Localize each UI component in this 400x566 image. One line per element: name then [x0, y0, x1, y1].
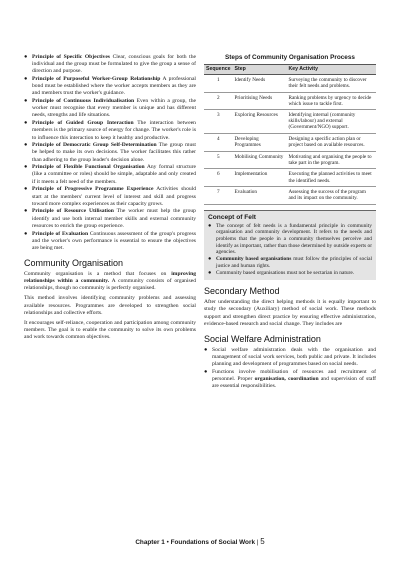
column-header: Step	[233, 65, 287, 75]
bullet-icon: ●	[24, 98, 28, 105]
table-cell: Mobilising Community	[233, 151, 287, 169]
community-paragraph-1	[24, 271, 196, 292]
principle-term: Principle of Continuous Individualisation	[32, 98, 135, 105]
principle-term: Principle of Progressive Programme Experience	[32, 186, 154, 193]
bullet-icon: ●	[24, 76, 28, 83]
list-item	[204, 369, 376, 390]
table-cell: Surveying the community to discover their felt needs and problems.	[287, 74, 376, 92]
table-cell: Executing the planned activities to meet the identified needs.	[287, 169, 376, 187]
community-organisation-heading: Community Organisation	[24, 257, 124, 268]
bullet-icon: ●	[24, 230, 28, 237]
social-welfare-administration-heading: Social Welfare Administration	[204, 333, 321, 344]
list-item	[24, 54, 196, 75]
list-item	[208, 223, 372, 256]
page-footer	[0, 537, 400, 546]
table-header-row	[204, 65, 376, 75]
footer-title: Foundations of Social Work	[170, 539, 255, 546]
bullet-icon: ●	[24, 208, 28, 215]
page-number: 5	[260, 537, 265, 546]
principle-text: Any formal structure (like a committee or roles) should be simple, adaptable and only created if it meets a felt need of the members.	[32, 164, 197, 185]
table-cell: Exploring Resources	[233, 110, 287, 134]
swa-list	[204, 347, 376, 391]
table-cell: Prioritising Needs	[233, 92, 287, 110]
principle-term: Principle of Purposeful Worker-Group Relationship	[32, 76, 161, 83]
table-title: Steps of Community Organisation Process	[225, 54, 355, 61]
table-row	[204, 134, 376, 152]
principle-term: Principle of Democratic Group Self-Determination	[32, 142, 157, 149]
right-column	[204, 54, 376, 391]
bullet-icon: ●	[208, 222, 212, 229]
column-header: Sequence	[206, 66, 231, 73]
felt-list	[208, 223, 372, 277]
footer-separator: •	[166, 539, 169, 546]
left-column	[24, 54, 196, 344]
concept-of-felt-box	[204, 210, 376, 281]
table-cell: Assessing the success of the program and its impact on the community.	[287, 187, 376, 205]
swa-text: and supervision of staff are essential responsibilities.	[212, 376, 376, 390]
bullet-icon: ●	[204, 346, 208, 353]
principle-term: Principle of Guided Group Interaction	[32, 120, 134, 127]
principle-text: A professional bond must be established where the worker accepts members as they are and members trust the worker's guidance.	[32, 76, 196, 97]
principle-text: Continuous assessment of the group's progress and the worker's own performance is essential to ensure the objectives are being met.	[32, 230, 196, 251]
bullet-icon: ●	[24, 142, 28, 149]
table-row	[204, 74, 376, 92]
community-paragraph-2: This method involves identifying community problems and assessing available resources. Programmes are developed to strengthen social relationships and collective efforts.	[24, 295, 196, 316]
bullet-icon: ●	[24, 120, 28, 127]
bold-text-run: improving relationships within a community.	[24, 270, 196, 285]
principles-list	[24, 54, 196, 252]
list-item	[24, 164, 196, 185]
table-cell: Evaluation	[233, 187, 287, 205]
bullet-icon: ●	[204, 369, 208, 375]
felt-term: Community based organisations	[216, 256, 292, 263]
principle-term: Principle of Specific Objectives	[32, 54, 110, 60]
table-cell: Motivating and organising the people to take part in the program.	[287, 151, 376, 169]
table-row	[204, 169, 376, 187]
list-item	[204, 347, 376, 368]
bullet-icon: ●	[24, 186, 28, 193]
table-row	[204, 187, 376, 205]
table-cell: 7	[204, 187, 233, 205]
list-item	[24, 208, 196, 229]
column-header: Key Activity	[287, 65, 376, 75]
felt-text: The concept of felt needs is a fundamental principle in community organisation and community development. It refers to the needs and problems that the people in a community themselves perceive and identify as important, rather than those determined by outside experts or agencies.	[216, 222, 372, 256]
text-run: A community consists of organised relationships, though no community is perfectly organised.	[24, 278, 196, 292]
swa-text: Social welfare administration deals with the organisation and management of social work services, both public and private. It includes planning and development of programmes based on social needs.	[212, 346, 376, 368]
table-cell: Designing a specific action plan or project based on available resources.	[287, 134, 376, 152]
table-row	[204, 151, 376, 169]
felt-text: must follow the principles of social justice and human rights.	[216, 256, 372, 269]
swa-bold-text: organisation, coordination	[254, 376, 319, 383]
table-cell: 6	[204, 169, 233, 187]
principle-text: Clear, conscious goals for both the individual and the group must be formulated to give the group a sense of direction and purpose.	[32, 54, 196, 75]
list-item	[208, 270, 372, 277]
table-cell: 5	[204, 151, 233, 169]
community-paragraph-3: It encourages self-reliance, cooperation and participation among community members. The goal is to enable the community to solve its own problems and work towards common objectives.	[24, 319, 196, 341]
secondary-method-heading: Secondary Method	[204, 286, 280, 297]
secondary-method-paragraph: After understanding the direct helping methods it is equally important to study the secondary (Auxiliary) method of social work. These methods support and strengthen direct practice by ensuring effective administration, evidence-based research and social change. They includes are	[204, 299, 376, 327]
table-cell: Identify Needs	[233, 74, 287, 92]
table-cell: Ranking problems by urgency to decide which issue to tackle first.	[287, 92, 376, 110]
bullet-icon: ●	[208, 270, 212, 277]
list-item	[24, 120, 196, 141]
table-cell: 1	[204, 74, 233, 92]
list-item	[24, 142, 196, 163]
principle-term: Principle of Flexible Functional Organisation	[32, 164, 145, 171]
bullet-icon: ●	[208, 256, 212, 263]
bullet-icon: ●	[24, 54, 28, 60]
felt-text: Community based organisations must not be sectarian in nature.	[216, 270, 355, 277]
table-cell: Identifying internal (community skills/labour) and external (Government/NGO) support.	[287, 110, 376, 134]
table-row	[204, 110, 376, 134]
table-cell: 4	[204, 134, 233, 152]
swa-text: Functions involve mobilisation of resources and recruitment of personnel. Proper	[212, 369, 376, 383]
table-cell: Implementation	[233, 169, 287, 187]
table-cell: 3	[204, 110, 233, 134]
list-item	[24, 98, 196, 119]
table-cell: 2	[204, 92, 233, 110]
list-item	[208, 256, 372, 269]
list-item	[24, 76, 196, 97]
principle-text: The group must be helped to make its own decisions. The worker facilitates this rather than adhering to the group leader's decision alone.	[32, 142, 196, 163]
principle-text: The interaction between members is the primary source of energy for change. The worker's role is to influence this interaction to keep it healthy and productive.	[32, 120, 196, 141]
principle-text: The worker must help the group identify and use both internal member skills and external community resources to enrich the group experience.	[32, 208, 196, 229]
principle-term: Principle of Resource Utilisation	[32, 208, 114, 215]
bullet-icon: ●	[24, 164, 28, 171]
list-item	[24, 186, 196, 207]
table-row	[204, 92, 376, 110]
footer-bar: |	[256, 539, 259, 546]
principle-term: Principle of Evaluation	[32, 230, 89, 237]
principle-text: Even within a group, the worker must recognise that every member is unique and has different needs, strengths and life situations.	[32, 98, 196, 119]
text-run: Community organisation is a method that focuses on	[24, 270, 172, 277]
table-cell: Developing Programmes	[233, 134, 287, 152]
list-item	[24, 231, 196, 252]
felt-box-title: Concept of Felt	[208, 213, 256, 221]
principle-text: Activities should start at the members' current level of interest and skill and progress toward more complex experiences as their capacity grows.	[32, 186, 197, 207]
footer-chapter: Chapter 1	[135, 539, 165, 546]
steps-table	[204, 64, 376, 205]
